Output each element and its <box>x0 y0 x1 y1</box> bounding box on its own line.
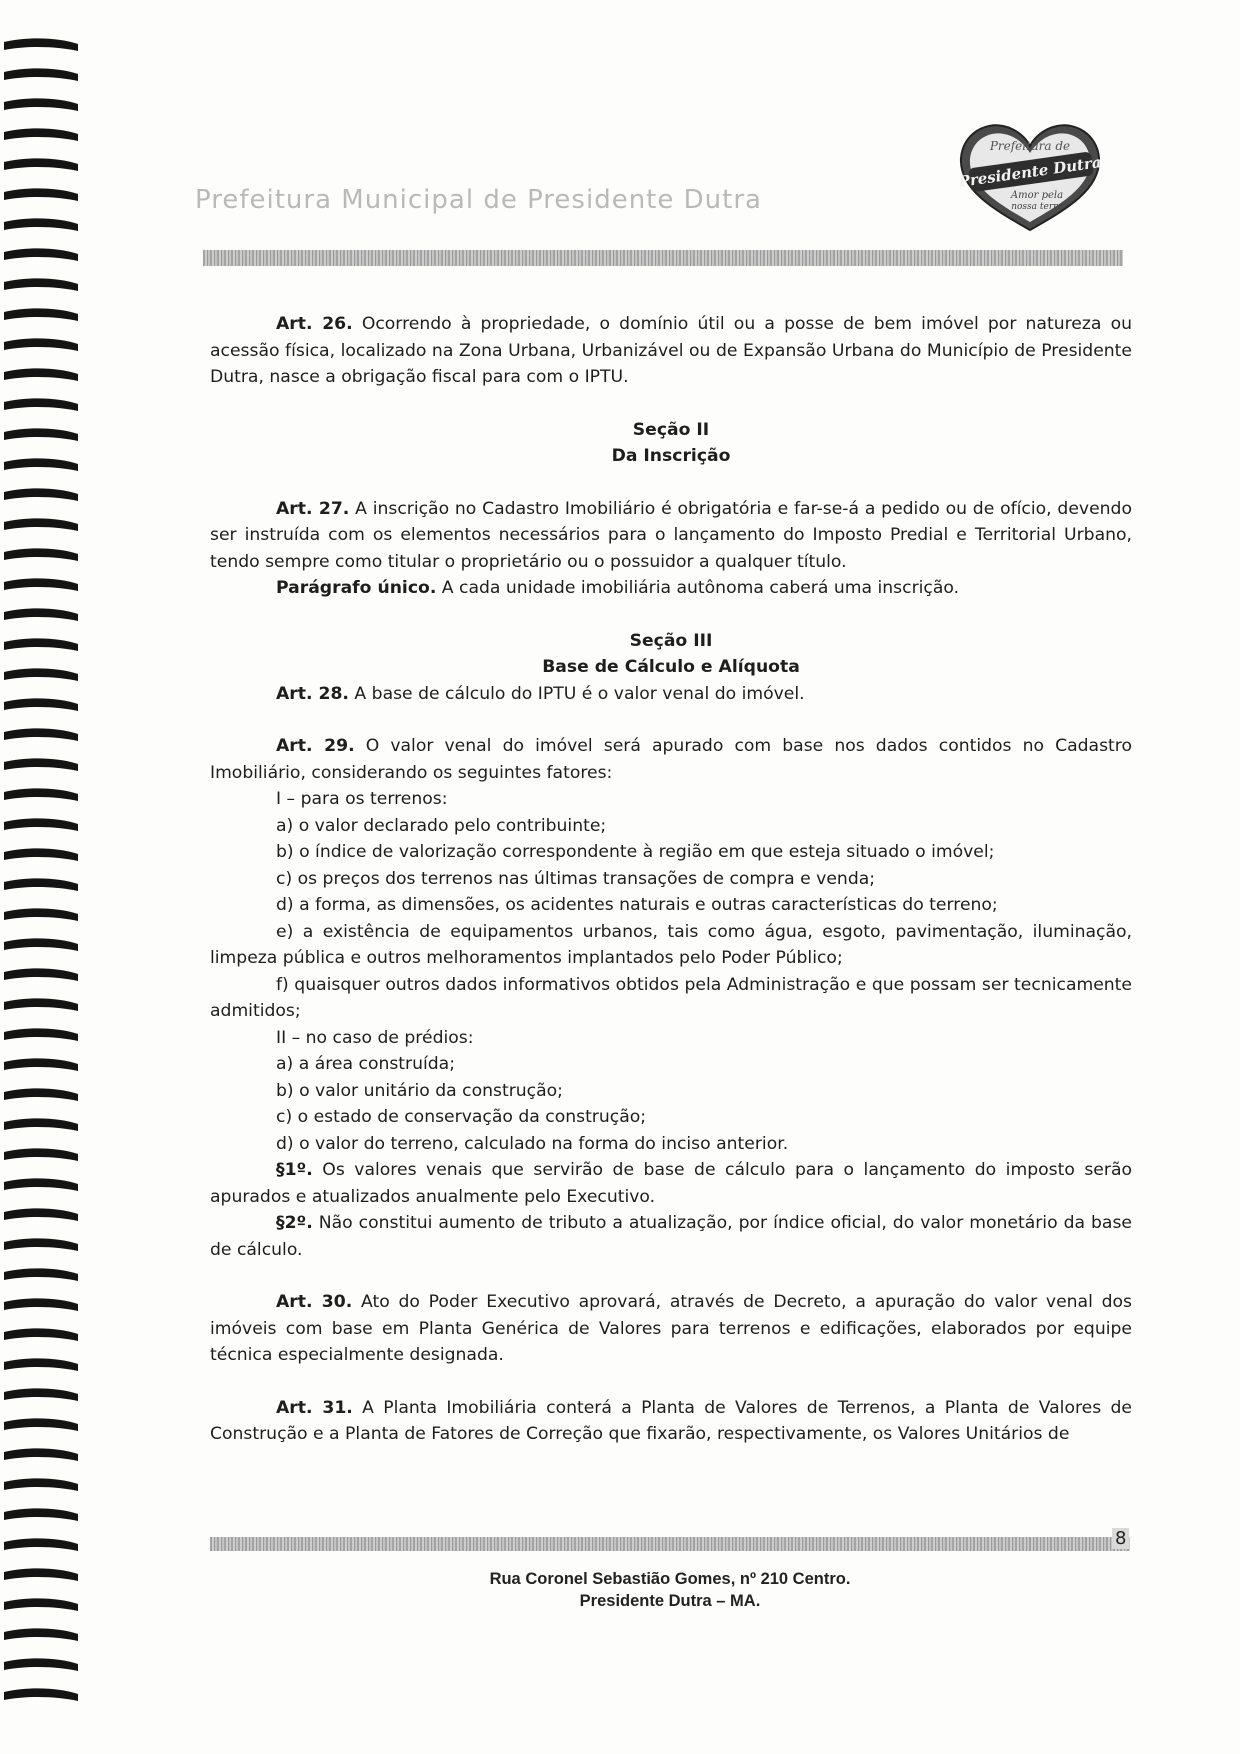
spiral-loop <box>4 548 78 561</box>
header-title: Prefeitura Municipal de Presidente Dutra <box>195 185 762 215</box>
spiral-loop <box>4 428 78 441</box>
list-item: c) o estado de conservação da construção; <box>276 1107 647 1127</box>
spiral-loop <box>4 1388 78 1401</box>
paragraph-text: Os valores venais que servirão de base de cálculo para o lançamento do imposto serão apurados e atualizados anualmente pelo Executivo. <box>210 1160 1132 1207</box>
list-item: d) o valor do terreno, calculado na forma do inciso anterior. <box>276 1133 789 1154</box>
article-number: Art. 30. <box>276 1292 353 1312</box>
spiral-loop <box>4 338 78 351</box>
spiral-loop <box>4 878 78 891</box>
list-item: b) o valor unitário da construção; <box>276 1080 563 1101</box>
inciso-2: II – no caso de prédios: <box>276 1027 474 1048</box>
municipal-logo <box>955 118 1105 238</box>
spiral-loop <box>4 398 78 411</box>
paragraph-1 <box>210 1157 1132 1210</box>
spiral-loop <box>4 488 78 501</box>
spiral-loop <box>4 1358 78 1371</box>
spiral-loop <box>4 908 78 921</box>
spiral-loop <box>4 218 78 231</box>
spiral-loop <box>4 368 78 381</box>
spiral-loop <box>4 1448 78 1461</box>
spiral-loop <box>4 1148 78 1161</box>
spiral-loop <box>4 68 78 81</box>
article-number: Art. 31. <box>276 1397 353 1418</box>
article-29 <box>210 733 1132 786</box>
list-item: f) quaisquer outros dados informativos obtidos pela Administração e que possam ser tecnicamente admitidos; <box>210 974 1132 1021</box>
spiral-loop <box>4 668 78 681</box>
paragraph-label: §2º. <box>276 1213 313 1233</box>
spiral-loop <box>4 1058 78 1071</box>
spiral-loop <box>4 158 78 171</box>
spiral-loop <box>4 1478 78 1491</box>
paragraph-text: Não constitui aumento de tributo a atualização, por índice oficial, do valor monetário da base de cálculo. <box>210 1213 1132 1260</box>
spiral-loop <box>4 1568 78 1581</box>
spiral-loop <box>4 1088 78 1101</box>
page-number: 8 <box>1112 1528 1129 1549</box>
article-number: Art. 28. <box>276 683 349 704</box>
spiral-loop <box>4 1688 78 1701</box>
paragraph-label: §1º. <box>276 1160 313 1180</box>
spiral-loop <box>4 818 78 831</box>
article-text: O valor venal do imóvel será apurado com base nos dados contidos no Cadastro Imobiliário, considerando os seguintes fatores: <box>210 736 1132 783</box>
list-item: e) a existência de equipamentos urbanos, tais como água, esgoto, pavimentação, iluminação, limpeza pública e outros melhoramentos implantados pelo Poder Público; <box>210 921 1132 968</box>
spiral-loop <box>4 968 78 981</box>
spiral-loop <box>4 308 78 321</box>
article-text: Ocorrendo à propriedade, o domínio útil ou a posse de bem imóvel por natureza ou acessão física, localizado na Zona Urbana, Urbanizável ou de Expansão Urbana do Município de Presidente Dutra, nasce a obrigação fiscal para com o IPTU. <box>210 314 1132 387</box>
logo-line4: nossa terra <box>1011 202 1063 212</box>
spiral-loop <box>4 1538 78 1551</box>
spiral-loop <box>4 1328 78 1341</box>
list-item: b) o índice de valorização correspondente à região em que esteja situado o imóvel; <box>276 842 995 862</box>
article-text: A Planta Imobiliária conterá a Planta de Valores de Terrenos, a Planta de Valores de Construção e a Planta de Fatores de Correção que fixarão, respectivamente, os Valores Unitários de <box>210 1397 1132 1444</box>
document-body <box>210 311 1132 1448</box>
address-line: Presidente Dutra – MA. <box>579 1592 761 1610</box>
spiral-loop <box>4 248 78 261</box>
article-number: Art. 29. <box>276 736 355 756</box>
logo-line3: Amor pela <box>1010 190 1064 201</box>
spiral-loop <box>4 578 78 591</box>
article-text: A base de cálculo do IPTU é o valor venal do imóvel. <box>348 683 805 704</box>
spiral-loop <box>4 1598 78 1611</box>
header-divider <box>203 250 1123 266</box>
article-27 <box>210 496 1132 576</box>
spiral-loop <box>4 608 78 621</box>
spiral-loop <box>4 998 78 1011</box>
spiral-loop <box>4 98 78 111</box>
spiral-loop <box>4 518 78 531</box>
spiral-loop <box>4 758 78 771</box>
spiral-loop <box>4 698 78 711</box>
spiral-binding <box>0 30 90 1730</box>
article-28 <box>210 681 1132 708</box>
section-label: Seção II <box>632 419 710 440</box>
spiral-loop <box>4 638 78 651</box>
spiral-loop <box>4 1178 78 1191</box>
spiral-loop <box>4 728 78 741</box>
article-text: A inscrição no Cadastro Imobiliário é obrigatória e far-se-á a pedido ou de ofício, devendo ser instruída com os elementos necessários para o lançamento do Imposto Predial e Territorial Urbano, tendo sempre como titular o proprietário ou o possuidor a qualquer título. <box>210 498 1132 572</box>
spiral-loop <box>4 1508 78 1521</box>
article-number: Art. 26. <box>276 314 353 334</box>
spiral-binding-graphic <box>0 30 90 1730</box>
spiral-loop <box>4 278 78 291</box>
spiral-loop <box>4 788 78 801</box>
address-line: Rua Coronel Sebastião Gomes, nº 210 Centro. <box>489 1570 851 1588</box>
spiral-loop <box>4 458 78 471</box>
section-title: Base de Cálculo e Alíquota <box>542 657 800 677</box>
article-26 <box>210 311 1132 391</box>
spiral-loop <box>4 848 78 861</box>
paragraph-label: Parágrafo único. <box>276 578 437 598</box>
list-item: c) os preços dos terrenos nas últimas transações de compra e venda; <box>276 868 876 889</box>
spiral-loop <box>4 1238 78 1251</box>
spiral-loop <box>4 38 78 51</box>
paragrafo-unico <box>210 575 1132 602</box>
list-item: d) a forma, as dimensões, os acidentes naturais e outras características do terreno; <box>276 895 998 915</box>
logo-line2: Presidente Dutra <box>957 153 1103 191</box>
footer-divider <box>210 1537 1130 1551</box>
article-text: Ato do Poder Executivo aprovará, através de Decreto, a apuração do valor venal dos imóveis com base em Planta Genérica de Valores para terrenos e edificações, elaborados por equipe técnica especialmente designada. <box>210 1292 1132 1365</box>
section-title: Da Inscrição <box>611 446 731 466</box>
spiral-loop <box>4 188 78 201</box>
logo-line1: Prefeitura de <box>989 139 1071 153</box>
article-number: Art. 27. <box>276 498 350 519</box>
inciso-1: I – para os terrenos: <box>276 789 448 809</box>
spiral-loop <box>4 1268 78 1281</box>
article-30 <box>210 1289 1132 1369</box>
spiral-loop <box>4 1028 78 1041</box>
spiral-loop <box>4 128 78 141</box>
spiral-loop <box>4 1208 78 1221</box>
section-label: Seção III <box>629 630 713 651</box>
footer-address <box>200 1568 1140 1612</box>
list-item: a) a área construída; <box>276 1054 456 1074</box>
spiral-loop <box>4 1628 78 1641</box>
paragraph-text: A cada unidade imobiliária autônoma caberá uma inscrição. <box>436 578 960 598</box>
spiral-loop <box>4 938 78 951</box>
spiral-loop <box>4 1118 78 1131</box>
list-item: a) o valor declarado pelo contribuinte; <box>276 815 607 836</box>
heart-logo-icon <box>955 118 1105 238</box>
paragraph-2 <box>210 1210 1132 1263</box>
spiral-loop <box>4 1658 78 1671</box>
spiral-loop <box>4 1298 78 1311</box>
spiral-loop <box>4 1418 78 1431</box>
article-31 <box>210 1395 1132 1448</box>
